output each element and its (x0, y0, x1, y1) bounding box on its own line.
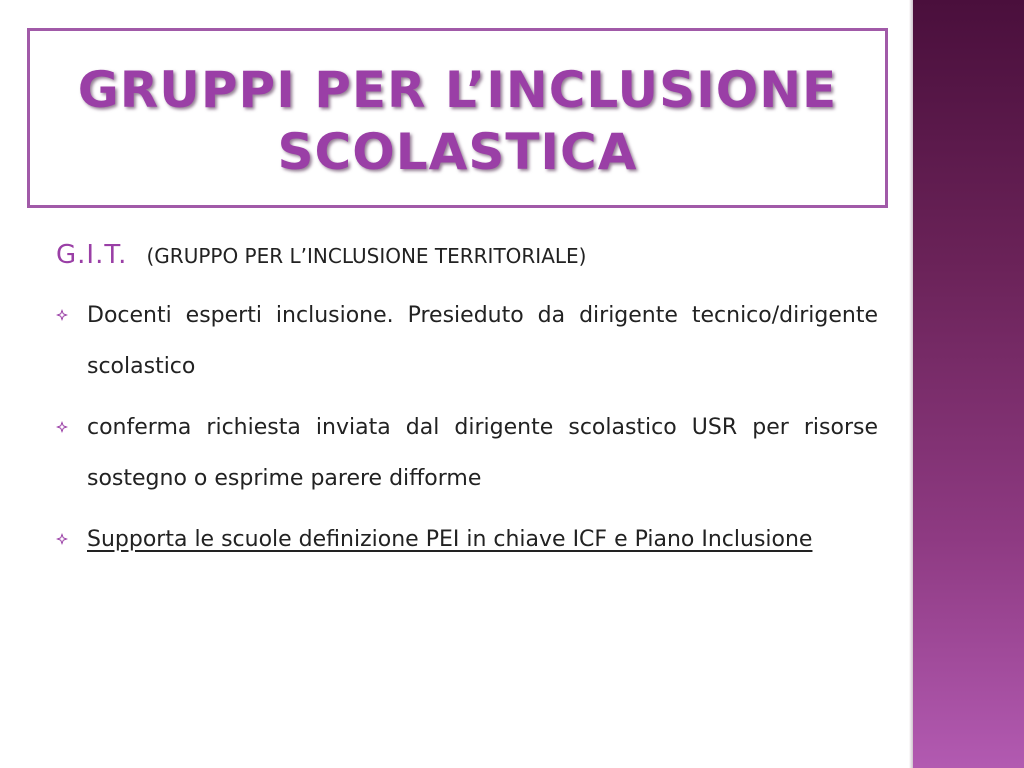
bullet-text: conferma richiesta inviata dal dirigente scolastico USR per risorse sostegno o esprime parere difforme (87, 415, 878, 491)
title-frame (27, 28, 888, 208)
slide-title (30, 59, 885, 183)
section-heading (56, 240, 878, 280)
title-line-2: SCOLASTICA (277, 123, 638, 181)
title-line-1: GRUPPI PER L’INCLUSIONE (77, 61, 838, 119)
diamond-bullet-icon (56, 533, 68, 545)
bullet-item (56, 402, 878, 504)
section-full-name: (GRUPPO PER L’INCLUSIONE TERRITORIALE) (146, 244, 587, 268)
side-decorative-band (913, 0, 1024, 768)
bullet-text-link: Supporta le scuole definizione PEI in chiave ICF e Piano Inclusione (87, 527, 813, 552)
diamond-bullet-icon (56, 309, 68, 321)
bullet-text: Docenti esperti inclusione. Presieduto da dirigente tecnico/dirigente scolastico (87, 303, 878, 379)
bullet-list (56, 290, 878, 565)
diamond-bullet-icon (56, 421, 68, 433)
bullet-item (56, 290, 878, 392)
bullet-item (56, 514, 878, 565)
slide-content (56, 240, 878, 575)
section-abbreviation: G.I.T. (56, 240, 128, 270)
